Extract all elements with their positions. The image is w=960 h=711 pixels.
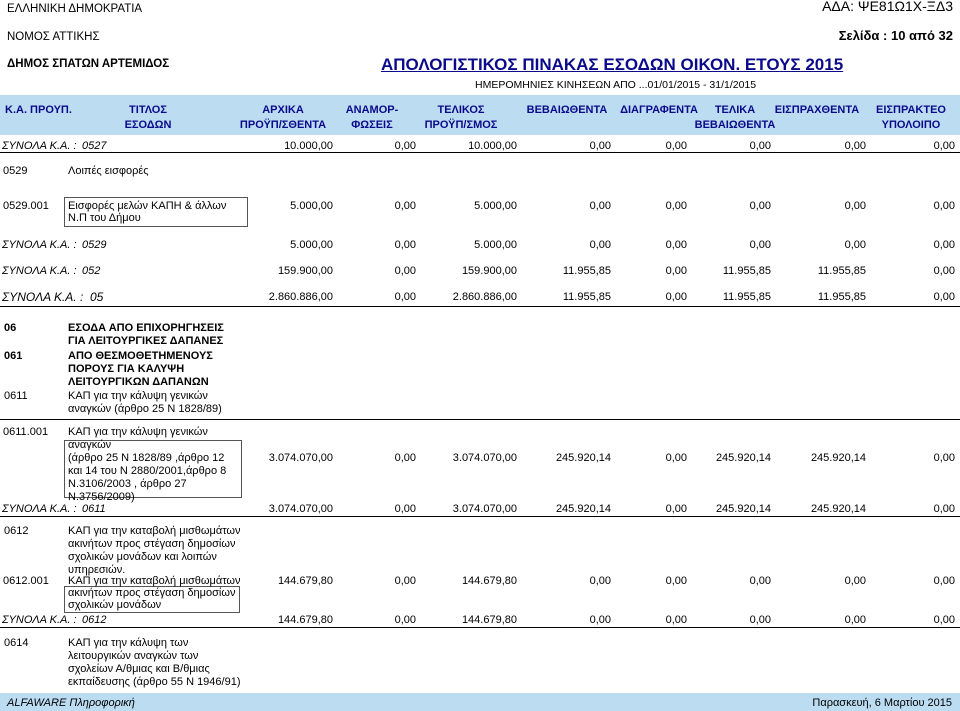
group-code: 0614 [4,637,29,649]
group-code: 0529 [3,165,28,177]
item-title-line: (άρθρο 25 Ν 1828/89 ,άρθρο 12 [68,452,225,464]
value-final-budget: 144.679,80 [461,614,517,626]
value-adjustments: 0,00 [394,239,416,251]
value-final-budget: 3.074.070,00 [452,503,517,515]
value-collected: 0,00 [844,239,866,251]
value-remaining: 0,00 [933,200,955,212]
group-title-line: ΑΠΟ ΘΕΣΜΟΘΕΤΗΜΕΝΟΥΣ [68,350,213,362]
group-title-line: σχολείων Α/θμιας και Β/θμιας [68,663,210,675]
value-final-certified: 0,00 [749,200,771,212]
sum-code: 0612 [82,614,107,626]
value-adjustments: 0,00 [394,140,416,152]
country-name: ΕΛΛΗΝΙΚΗ ΔΗΜΟΚΡΑΤΙΑ [7,3,143,15]
value-initial-budget: 10.000,00 [284,140,333,152]
col-title: ΤΙΤΛΟΣ ΕΣΟΔΩΝ [124,104,172,131]
item-title-line: ΚΑΠ για την καταβολή μισθωμάτων [68,575,241,587]
sum-label: ΣΥΝΟΛΑ Κ.Α. : [2,239,77,251]
value-collected: 11.955,85 [817,265,866,277]
value-final-certified: 0,00 [749,575,771,587]
item-code: 0611.001 [3,426,49,438]
sum-label: ΣΥΝΟΛΑ Κ.Α. : [2,140,77,152]
item-title-line: Ν.3756/2009) [68,491,135,503]
value-collected: 245.920,14 [810,503,866,515]
value-initial-budget: 144.679,80 [277,614,333,626]
value-final-certified: 11.955,85 [722,291,771,303]
footer-date: Παρασκευή, 6 Μαρτίου 2015 [812,697,952,709]
value-deleted: 0,00 [665,503,687,515]
value-collected: 0,00 [844,200,866,212]
footer-vendor: ALFAWARE Πληροφορική [7,697,135,709]
item-title-line: Ν.Π του Δήμου [68,212,141,224]
group-title-line: ΕΣΟΔΑ ΑΠΟ ΕΠΙΧΟΡΗΓΗΣΕΙΣ [68,322,224,334]
value-remaining: 0,00 [933,265,955,277]
item-title-line: ΚΑΠ για την κάλυψη γενικών [68,426,208,438]
value-final-budget: 5.000,00 [474,239,517,251]
group-title-line: ΚΑΠ για την καταβολή μισθωμάτων [68,525,241,537]
group-title-line: υπηρεσιών. [68,564,126,576]
item-code: 0529.001 [3,200,49,212]
group-title-line: ΚΑΠ για την κάλυψη των [68,637,189,649]
value-final-certified: 0,00 [749,140,771,152]
value-adjustments: 0,00 [394,575,416,587]
sum-label: ΣΥΝΟΛΑ Κ.Α. : [2,265,77,277]
value-deleted: 0,00 [665,452,687,464]
group-title-line: εκπαίδευσης (άρθρο 55 Ν 1946/91) [68,676,241,688]
value-initial-budget: 5.000,00 [290,239,333,251]
group-title-line: ΠΟΡΟΥΣ ΓΙΑ ΚΑΛΥΨΗ [68,363,185,375]
value-collected: 0,00 [844,140,866,152]
sum-code: 05 [90,290,104,304]
value-remaining: 0,00 [933,452,955,464]
sum-code: 0529 [82,239,107,251]
value-final-certified: 245.920,14 [715,503,771,515]
value-final-certified: 0,00 [749,239,771,251]
group-title-line: λειτουργικών αναγκών των [68,650,199,662]
value-certified: 0,00 [589,575,611,587]
value-adjustments: 0,00 [394,200,416,212]
group-code: 06 [4,322,17,334]
sum-label: ΣΥΝΟΛΑ Κ.Α. : [2,503,77,515]
sum-code: 0527 [82,140,107,152]
value-collected: 0,00 [844,614,866,626]
sum-code: 052 [82,265,101,277]
col-remaining: ΕΙΣΠΡΑΚΤΕΟ ΥΠΟΛΟΙΠΟ [876,104,946,131]
separator-line [0,419,960,420]
value-deleted: 0,00 [665,291,687,303]
col-code: Κ.Α. ΠΡΟΥΠ. [5,104,72,116]
value-certified: 0,00 [589,140,611,152]
group-title-line: ΓΙΑ ΛΕΙΤΟΥΡΓΙΚΕΣ ΔΑΠΑΝΕΣ [68,335,224,347]
value-final-budget: 3.074.070,00 [452,452,517,464]
value-final-budget: 2.860.886,00 [452,291,517,303]
value-certified: 11.955,85 [562,265,611,277]
value-final-budget: 5.000,00 [474,200,517,212]
value-adjustments: 0,00 [394,291,416,303]
value-collected: 245.920,14 [810,452,866,464]
group-title-line: σχολικών μονάδων και λοιπών [68,551,217,563]
value-initial-budget: 2.860.886,00 [268,291,333,303]
value-certified: 0,00 [589,614,611,626]
group-title-line: αναγκών (άρθρο 25 Ν 1828/89) [68,403,222,415]
item-title-line: Εισφορές μελών ΚΑΠΗ & άλλων [68,200,227,212]
prefecture-name: ΝΟΜΟΣ ΑΤΤΙΚΗΣ [7,31,100,43]
sum-label: ΣΥΝΟΛΑ Κ.Α. : [2,290,84,304]
value-final-budget: 144.679,80 [461,575,517,587]
col-final-budget: ΤΕΛΙΚΟΣ ΠΡΟΫΠ/ΣΜΟΣ [424,104,498,131]
item-title-line: και 14 του Ν 2880/2001,άρθρο 8 [68,465,227,477]
value-remaining: 0,00 [933,575,955,587]
value-final-certified: 11.955,85 [722,265,771,277]
item-title-line: αναγκών [68,439,112,451]
value-certified: 11.955,85 [562,291,611,303]
value-initial-budget: 3.074.070,00 [268,452,333,464]
sum-code: 0611 [82,503,106,515]
value-deleted: 0,00 [665,265,687,277]
group-code: 0611 [4,390,28,402]
group-code: 061 [4,350,23,362]
value-certified: 0,00 [589,200,611,212]
group-title-line: ακινήτων προς στέγαση δημοσίων [68,538,236,550]
value-initial-budget: 3.074.070,00 [268,503,333,515]
col-adjustments: ΑΝΑΜΟΡ- ΦΩΣΕΙΣ [345,104,399,131]
value-deleted: 0,00 [665,575,687,587]
value-remaining: 0,00 [933,503,955,515]
item-code: 0612.001 [3,575,49,587]
value-adjustments: 0,00 [394,614,416,626]
sum-label: ΣΥΝΟΛΑ Κ.Α. : [2,614,77,626]
value-remaining: 0,00 [933,140,955,152]
group-code: 0612 [4,525,29,537]
col-certified: ΒΕΒΑΙΩΘΕΝΤΑ [526,104,608,116]
separator-line [0,306,960,307]
value-deleted: 0,00 [665,200,687,212]
municipality-name: ΔΗΜΟΣ ΣΠΑΤΩΝ ΑΡΤΕΜΙΔΟΣ [7,58,170,70]
separator-line [0,627,960,628]
value-remaining: 0,00 [933,291,955,303]
value-certified: 245.920,14 [555,503,611,515]
value-deleted: 0,00 [665,614,687,626]
value-final-certified: 0,00 [749,614,771,626]
value-adjustments: 0,00 [394,503,416,515]
value-remaining: 0,00 [933,239,955,251]
value-final-certified: 245.920,14 [715,452,771,464]
value-final-budget: 159.900,00 [461,265,517,277]
item-title-line: σχολικών μονάδων [68,599,162,611]
value-deleted: 0,00 [665,239,687,251]
col-deleted: ΔΙΑΓΡΑΦΕΝΤΑ [620,104,698,116]
value-initial-budget: 144.679,80 [277,575,333,587]
group-title: Λοιπές εισφορές [68,165,149,177]
col-collected: ΕΙΣΠΡΑΧΘΕΝΤΑ [774,104,860,116]
col-final-certified: ΤΕΛΙΚΑ ΒΕΒΑΙΩΘΕΝΤΑ [694,104,776,131]
value-collected: 11.955,85 [817,291,866,303]
value-certified: 0,00 [589,239,611,251]
value-initial-budget: 159.900,00 [277,265,333,277]
group-title-line: ΚΑΠ για την κάλυψη γενικών [68,390,208,402]
report-title: ΑΠΟΛΟΓΙΣΤΙΚΟΣ ΠΙΝΑΚΑΣ ΕΣΟΔΩΝ ΟΙΚΟΝ. ΕΤΟΥΣ 2015 [381,55,844,74]
value-collected: 0,00 [844,575,866,587]
date-range: ΗΜΕΡΟΜΗΝΙΕΣ ΚΙΝΗΣΕΩΝ ΑΠΟ ...01/01/2015 - 31/1/2015 [475,79,757,91]
value-remaining: 0,00 [933,614,955,626]
separator-line [0,516,960,517]
group-title-line: ΛΕΙΤΟΥΡΓΙΚΩΝ ΔΑΠΑΝΩΝ [68,376,209,388]
value-adjustments: 0,00 [394,452,416,464]
item-title-line: ακινήτων προς στέγαση δημοσίων [68,587,236,599]
value-certified: 245.920,14 [555,452,611,464]
value-initial-budget: 5.000,00 [290,200,333,212]
col-initial-budget: ΑΡΧΙΚΑ ΠΡΟΫΠ/ΣΘΕΝΤΑ [239,104,327,131]
item-title-line: Ν.3106/2003 , άρθρο 27 [68,478,187,490]
value-adjustments: 0,00 [394,265,416,277]
value-final-budget: 10.000,00 [468,140,517,152]
value-deleted: 0,00 [665,140,687,152]
page-number: Σελίδα : 10 από 32 [838,28,953,43]
ada-code: ΑΔΑ: ΨΕ81Ω1Χ-ΞΔ3 [822,0,953,14]
